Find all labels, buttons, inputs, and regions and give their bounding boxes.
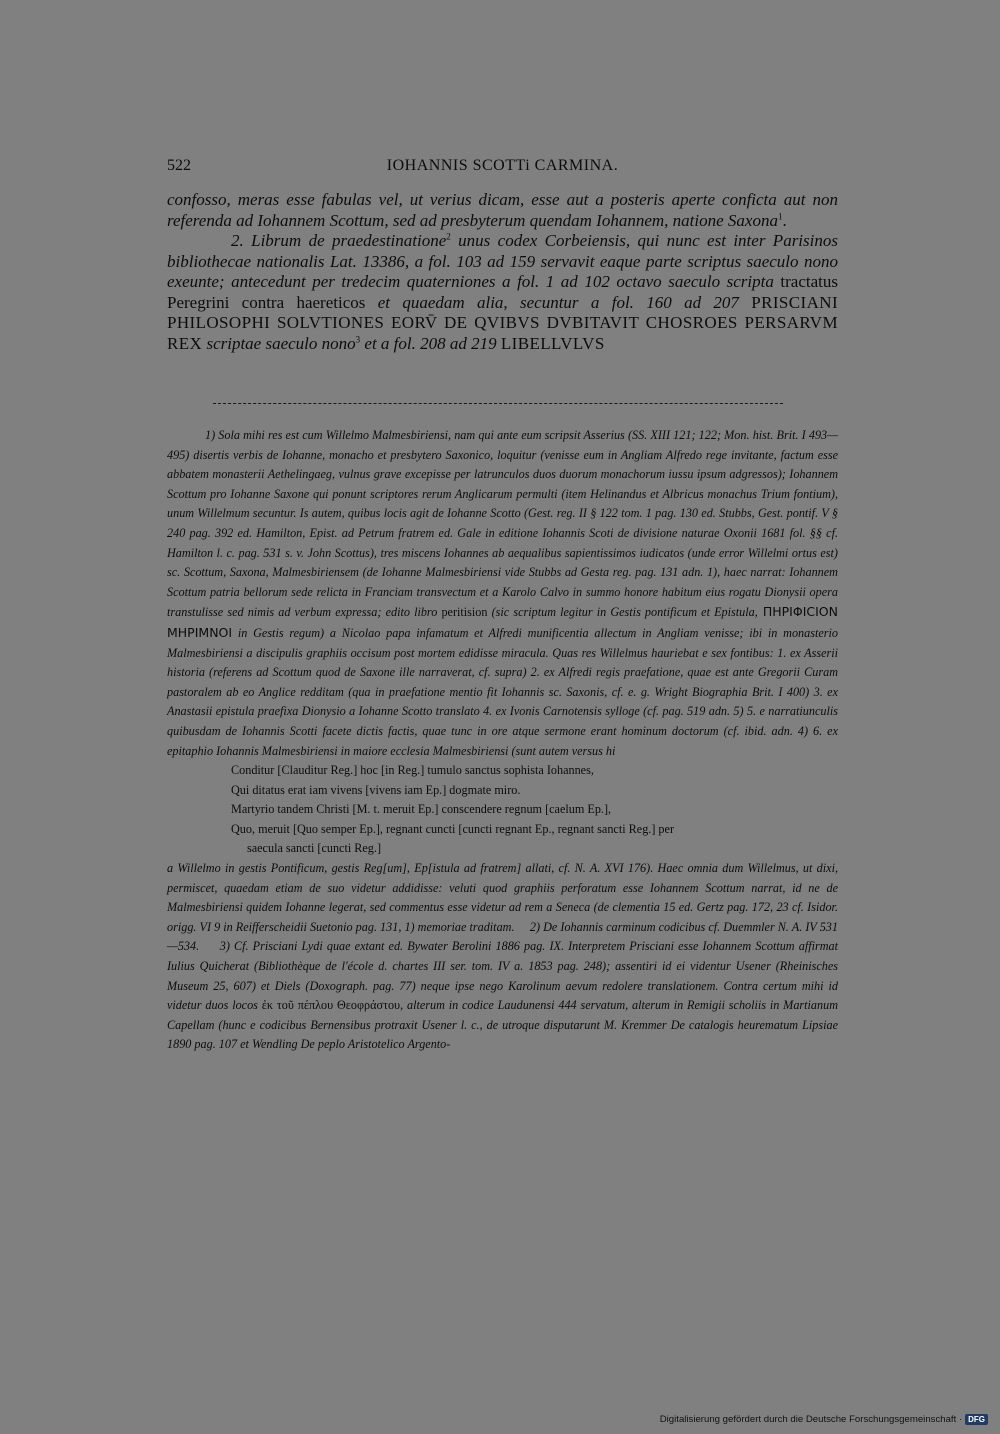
verse-line: Martyrio tandem Christi [M. t. meruit Ep.] conscendere regnum [caelum Ep.], xyxy=(231,802,612,817)
paragraph-2-b: unus codex Corbeiensis, qui nunc est inter Parisinos bibliothecae nationalis Lat. 13386, a fol. 103 ad 159 servavit eaque parte scriptus saeculo nono exeunte; antecedunt per tredecim quaterniones a fol. 1 ad 102 octavo saeculo scripta xyxy=(167,231,838,291)
verse-line: Conditur [Clauditur Reg.] hoc [in Reg.] tumulo sanctus sophista Iohannes, xyxy=(231,763,594,778)
running-title: IOHANNIS SCOTTi CARMINA. xyxy=(386,157,619,174)
paragraph-2-c: tractatus Peregrini contra haereticos xyxy=(167,272,838,312)
paragraph-2-caps: PRISCIANI PHILOSOPHI SOLVTIONES EORV̄ DE QVIBVS DVBITAVIT CHOSROES PERSARVM REX xyxy=(167,292,839,353)
footnote-ref-3: 3 xyxy=(355,333,361,344)
verse-line: Qui ditatus erat iam vivens [vivens iam Ep.] dogmate miro. xyxy=(231,782,521,797)
footnote-1-tail xyxy=(167,859,838,1055)
paragraph-1-end: . xyxy=(782,210,787,230)
footnote-3-greek: ἐκ τοῦ πέπλου Θεοφράστου, xyxy=(257,998,404,1013)
footnote-2: 2) De Iohannis carminum codicibus cf. Duemmler N. A. IV 531—534. xyxy=(167,919,838,954)
paragraph-2-a: 2. Librum de praedestinatione xyxy=(231,231,447,250)
paragraph-1 xyxy=(167,190,838,231)
footnote-1-b: (sic scriptum legitur in Gestis pontificum et Epistula, xyxy=(487,605,758,620)
footnote-1 xyxy=(167,426,838,761)
verse-line: saecula sancti [cuncti Reg.] xyxy=(247,841,382,856)
footnote-3: 3) Cf. Prisciani Lydi quae extant ed. Bywater Berolini 1886 pag. IX. Interpretem Prisciani esse Iohannem Scottum affirmat Iulius Quicherat (Bibliothèque de l'école d. chartes III ser. tom. IV a. 1853 pag. 248); assentiri id ei videntur Usener (Rheinisches Museum 25, 607) et Diels (Doxograph. pag. 77) neque ipse nego Karolinum aevum redolere translationem. Contra certum mihi id videtur duos locos xyxy=(167,939,838,1013)
paragraph-1-text: confosso, meras esse fabulas vel, ut verius dicam, esse aut a posteris aperte conficta aut non referenda ad Iohannem Scottum, sed ad presbyterum quendam Iohannem, natione Saxona xyxy=(167,190,838,230)
footnote-1-upright: peritision xyxy=(437,605,488,620)
verse-line: Quo, meruit [Quo semper Ep.], regnant cuncti [cuncti regnant Ep., regnant sancti Reg.] per xyxy=(231,821,674,836)
footnote-ref-2: 2 xyxy=(446,231,451,242)
paragraph-2 xyxy=(167,231,838,354)
paragraph-2-caps2: LIBELLVLVS xyxy=(500,333,605,353)
running-header xyxy=(167,157,838,179)
dfg-logo: DFG xyxy=(965,1414,988,1425)
footnote-3-b: alterum in codice Laudunensi 444 servatum, alterum in Remigii scholiis in Martianum Capellam (hunc e codicibus Bernensibus protraxit Usener l. c., de utroque disputarunt M. Kremmer De catalogis heurematum Lipsiae 1890 pag. 107 et Wendling De peplo Aristotelico Argento- xyxy=(167,998,839,1052)
page-number: 522 xyxy=(167,157,191,174)
footer-text: Digitalisierung gefördert durch die Deutsche Forschungsgemeinschaft · xyxy=(659,1414,963,1425)
footnotes xyxy=(167,426,838,1055)
footnote-1-greek: ΠΗΡΙΦΙCΙΟΝ ΜΗΡΙΜΝΟΙ xyxy=(167,604,838,640)
footnote-1-c: in Gestis regum) a Nicolao papa infamatum et Alfredi munificentia allectum in Angliam venisse; ibi in monasterio Malmesbiriensi a discipulis graphiis occisum post mortem edidisse miracula. Quas res Willelmus hauriebat e sex fontibus: 1. ex Asserii historia (referens ad Scottum quod de Saxone ille narraverat, cf. supra) 2. ex Alfredi regis praefatione, quae est ante Gregorii Curam pastoralem ab eo Anglice redditam (qua in praefatione mentio fit Iohannis sc. Saxonis, cf. e. g. Wright Biographia Brit. I 400) 3. ex Anastasii epistula praefixa Dionysio a Iohanne Scotto translato 4. ex Ivonis Carnotensis sylloge (cf. pag. 519 adn. 5) 5. e narratiunculis quibusdam de Iohannis Scotti facete dictis factis, quae tunc in ore atque sermone erant hominum doctorum (cf. ibid. adn. 4) 6. ex epitaphio Iohannis Malmesbiriensi in maiore ecclesia Malmesbiriensi (sunt autem versus hi xyxy=(167,625,838,758)
footnote-1-text: 1) Sola mihi res est cum Willelmo Malmesbiriensi, nam qui ante eum scripsit Asserius (SS. XIII 121; 122; Mon. hist. Brit. I 493—495) disertis verbis de Iohanne, monacho et presbytero Saxonico, loquitur (venisse eum in Angliam Alfredo rege invitante, factum esse abbatem monasterii Aethelingaeg, vulnus grave excepisse per latrunculos duos duorum monachorum iussu ipsum adgressos); Iohannem Scottum pro Iohanne Saxone qui ponunt scriptores rerum Anglicarum permulti (item Helinandus et Albricus monachus Trium fontium), unum Willelmum secuntur. Is autem, quibus locis agit de Iohanne Scotto (Gest. reg. II § 122 tom. 1 pag. 130 ed. Stubbs, Gest. pontif. V § 240 pag. 392 ed. Hamilton, Epist. ad Petrum fratrem ed. Gale in editione Iohannis Scoti de divisione naturae Oxonii 1681 fol. §§ cf. Hamilton l. c. pag. 531 s. v. John Scottus), tres miscens Iohannes ab aequalibus sapientissimos iudicatos (unde error Willelmi ortus est) sc. Scottum, Saxona, Malmesbiriensem (de Iohanne Malmesbiriensi vide Stubbs ad Gesta reg. pag. 131 adn. 1), haec narrat: Iohannem Scottum patria bellorum sede relicta in Franciam transvectum et a Karolo Calvo in summo honore habitum eius rogatu Dionysii opera transtulisse sed nimis ad verbum expressa; edito libro xyxy=(167,428,838,620)
footnote-1-tail-text: a Willelmo in gestis Pontificum, gestis Reg[um], Ep[istula ad fratrem] allati, cf. N. A. XVI 176). Haec omnia dum Willelmus, ut dixi, permiscet, quaedam etiam de suo videtur addidisse: veluti quod graphiis perforatum esse Iohannem Scottum narrat, id ne de Malmesbiriensi quidem Iohanne legerat, sed commentus esse videtur ad rem a Seneca (de clementia 15 ed. Gertz pag. 172, 23 cf. Isidor. origg. VI 9 in Reifferscheidii Suetonio pag. 131, 1) memoriae traditam. xyxy=(167,861,838,934)
footnote-separator xyxy=(213,403,783,404)
paragraph-2-d: et quaedam alia, secuntur a fol. 160 ad 207 xyxy=(365,292,739,312)
paragraph-2-e: scriptae saeculo nono xyxy=(202,333,356,353)
paragraph-2-f: et a fol. 208 ad 219 xyxy=(360,333,497,353)
main-text xyxy=(167,190,838,354)
footnote-ref-1: 1 xyxy=(777,210,783,221)
footer xyxy=(660,1414,988,1425)
epitaph-verse xyxy=(167,761,838,859)
